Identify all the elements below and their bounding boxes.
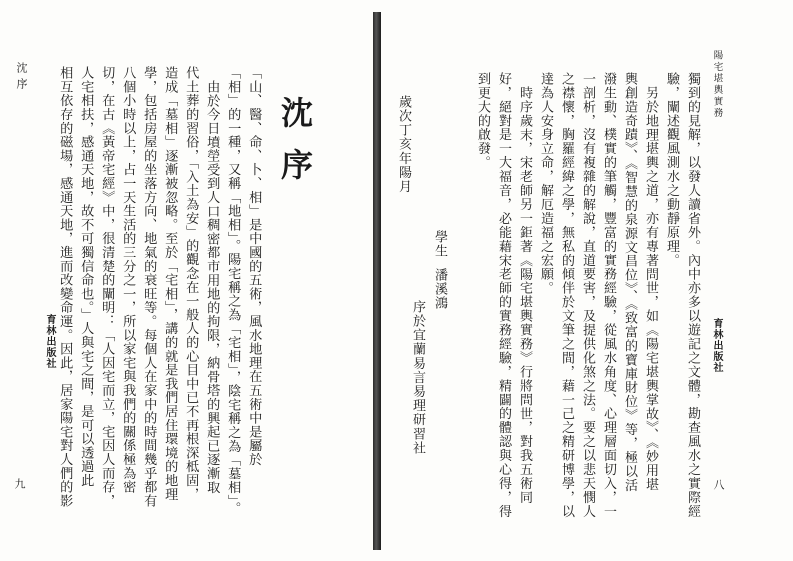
text-column: 驗，闡述觀風測水之動靜原理。 <box>664 72 679 268</box>
publisher-left: 育林出版社 <box>44 314 55 369</box>
right-page <box>381 0 793 561</box>
text-column: 好，絕對是一大福音，必能藉宋老師的實務經驗，精闢的體認與心得，得 <box>496 72 511 519</box>
text-column: 八個小時以上，占一天生活的三分之一，所以家宅與我們的關係極為密 <box>120 66 136 494</box>
running-title-left: 沈序 <box>15 62 28 94</box>
page-number-left: 九 <box>13 478 26 489</box>
text-column: 達為人安身立命，解厄造福之宏願。 <box>538 72 553 296</box>
signature-preface: 序於宜蘭易言易理研習社 <box>410 300 425 456</box>
text-column: 學，包括房屋的坐落方向、地氣的衰旺等。每個人在家中的時間幾乎都有 <box>141 66 157 508</box>
text-column: 代土葬的習俗，「入土為安」的觀念在一般人的心目中已不再根深柢固， <box>183 66 199 501</box>
text-column: 造成「墓相」逐漸被忽略。至於「宅相」，講的就是我們居住環境的地理 <box>162 66 178 501</box>
text-column: 一剖析，沒有複雜的解說，直道要害，及提供化煞之法。要之以悲天憫人 <box>580 72 595 519</box>
book-gutter <box>373 12 381 550</box>
text-column: 切，在古《黃帝宅經》中，很清楚的闡明：「人因宅而立，宅因人而存， <box>99 66 115 508</box>
text-column: 潑生動、樸實的筆觸，豐富的實務經驗，從風水角度、心理層面切入，一 <box>601 72 616 519</box>
signature-name: 潘溪鴻 <box>432 268 447 311</box>
text-column: 獨到的見解，以發人讀省外。內中亦多以遊記之文體，勘查風水之實際經 <box>685 72 700 519</box>
text-column: 另於地理堪輿之道，亦有專著問世，如《陽宅堪輿掌故》、《妙用堪 <box>643 86 658 492</box>
text-column: 輿創造奇蹟》、《智慧的泉源文昌位》、《致富的寶庫財位》等，極以活 <box>622 72 637 493</box>
text-column: 人宅相扶，感通天地，故不可獨信命也。」人與宅之間，是可以透過此 <box>78 66 94 488</box>
text-column: 到更大的啟發。 <box>475 72 490 170</box>
page-title: 沈序 <box>276 96 314 200</box>
publisher-right: 育林出版社 <box>711 318 722 373</box>
text-column: 「相」的一種，又稱「地相」。陽宅稱之為「宅相」，陰宅稱之為「墓相」。 <box>225 66 241 516</box>
page-number-right: 八 <box>712 479 725 490</box>
left-page <box>0 0 376 561</box>
signature-date: 歲次丁亥年陽月 <box>396 95 411 194</box>
signature-student: 學生 <box>432 230 447 259</box>
text-column: 由於今日墳塋受到人口稠密都市用地的拘限，納骨塔的興起已逐漸取 <box>204 80 220 494</box>
text-column: 「山、醫、命、卜、相」是中國的五術，風水地理在五術中是屬於 <box>246 66 262 467</box>
text-column: 時序歲末，宋老師另一鉅著《陽宅堪輿實務》行將問世，對我五術同 <box>517 86 532 505</box>
text-column: 相互依存的磁場，感通天地，進而改變命運。因此，居家陽宅對人們的影 <box>57 66 73 508</box>
running-title-right: 陽宅堪輿實務 <box>711 50 723 119</box>
text-column: 之襟懷，胸羅經緯之學，無私的傾伴於文筆之間，藉一己之精研博學，以 <box>559 72 574 519</box>
